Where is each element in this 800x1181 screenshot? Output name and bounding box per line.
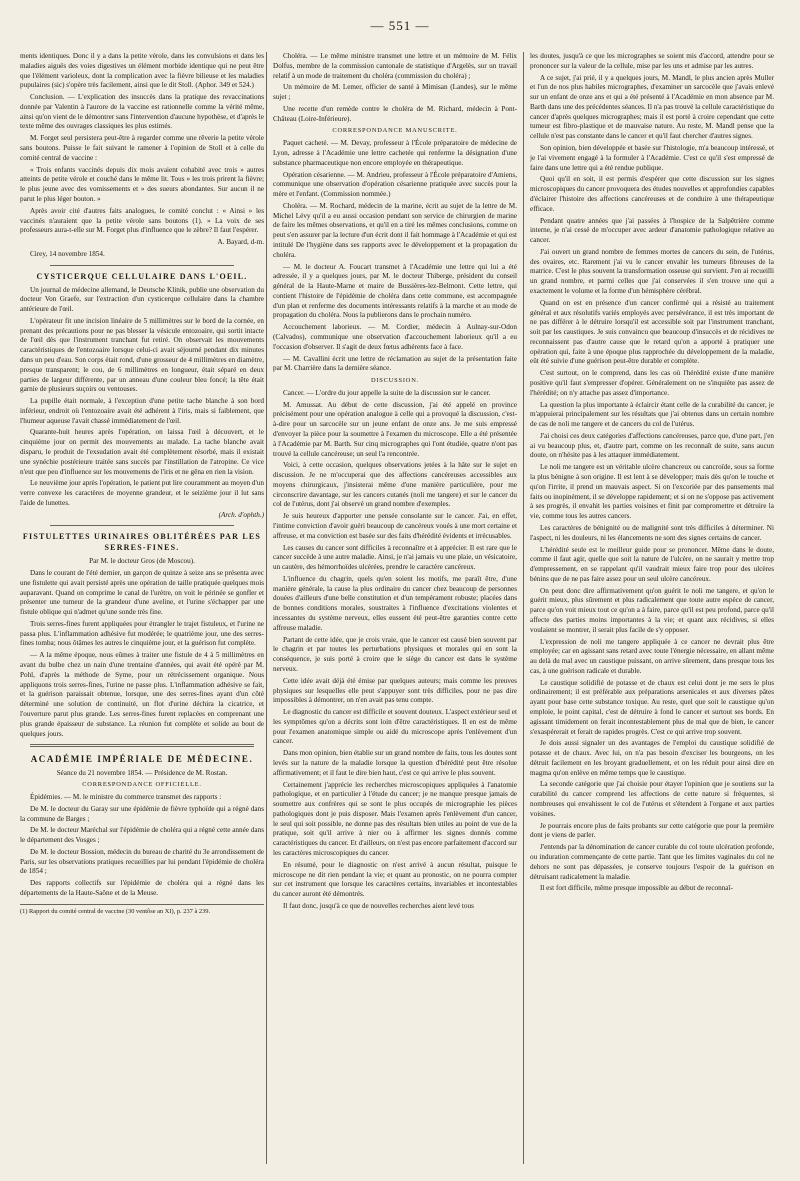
column-1 (20, 52, 264, 1170)
paragraph: Conclusion. — L'explication des insuccès dans la pratique des revaccinations donnée par Valentin à l'aurore de la vaccine est rationnelle comme la vérité même, ainsi qu'on vient de le démontrer sans l'intervention d'aucune hypothèse, et d'après le texte même des ouvrages classiques les plus estimés. (20, 93, 264, 131)
paragraph: La pupille était normale, à l'exception d'une petite tache blanche à son bord inférieur, endroit où l'entozoaire avait été adhérent à l'iris, mais si faiblement, que l'humeur aqueuse l'avait chassé immédiatement de l'œil. (20, 397, 264, 425)
paragraph: Partant de cette idée, que je crois vraie, que le cancer est causé bien souvent par le chagrin et par toutes les perturbations physiques et morales qui en sont la conséquence, je suis porté à croire que le siège du cancer est dans le système nerveux. (273, 635, 517, 673)
paragraph: M. Amussat. Au début de cette discussion, j'ai été appelé en province précisément pour une opération analogue à celle qui a provoqué la discussion, c'est-à-dire pour un sarcocèle sur un jeune enfant de onze ans. Je me suis empressé d'envoyer la pièce pour la soumettre à l'examen du microscope. Elle a été présentée à l'Académie par M. Barth. Sur cinq micrographes qui l'ont étudiée, quatre n'ont pas trouvé la cellule cancéreuse; un seul l'a rencontrée. (273, 400, 517, 458)
column-2 (273, 52, 517, 1170)
paragraph: les doutes, jusqu'à ce que les micrographes se soient mis d'accord, attendre pour se prononcer sur la valeur de la cellule, mise par les uns et admise par les autres. (530, 52, 774, 70)
section-divider (50, 525, 234, 526)
paragraph: Choléra. — M. Rochard, médecin de la marine, écrit au sujet de la lettre de M. Michel Lévy qu'il a eu aussi occasion pendant son service de chirurgien de marine de faire les mêmes observations, et qu'il en a tiré les mêmes conclusions, comme on peut s'en assurer par la lecture d'un écrit dont il fait hommage à l'Académie et qui est intitulé De l'hygiène dans ses rapports avec le développement et la propagation du choléra. (273, 201, 517, 259)
paragraph: Les caractères de bénignité ou de malignité sont très difficiles à déterminer. Ni l'aspect, ni les douleurs, ni les élancements ne sont des signes certains de cancer. (530, 523, 774, 542)
paragraph: C'est surtout, on le comprend, dans les cas où l'hérédité existe d'une manière positive qu'il faut s'empresser d'opérer. Généralement on ne s'inquiète pas assez de l'hérédité; on n'y attache pas assez d'importance. (530, 369, 774, 397)
source-citation (20, 511, 264, 521)
paragraph: Je suis heureux d'apporter une pensée consolante sur le cancer. J'ai, en effet, l'intime conviction d'avoir guéri beaucoup de cancéreux voués à une mort certaine et affreuse, et ma conviction est basée sur des faits d'hérédité évidents et irrécusables. (273, 512, 517, 540)
paragraph: A ce sujet, j'ai prié, il y a quelques jours, M. Mandl, le plus ancien après Muller et l'un de nos plus habiles micrographes, d'examiner un sarcocèle que j'avais enlevé sur un enfant de onze ans et qui a été présenté à l'Académie en mon absence par M. Barth dans une des précédentes séances. Il n'a pas trouvé la cellule caractéristique du cancer d'après quelques micrographes; mais il est porté à croire cependant que cette tumeur est fibro-plastique et de mauvaise nature. Au reste, M. Mandl pense que la cellule n'est pas constante dans le cancer et qu'il faut chercher d'autres signes. (530, 73, 774, 141)
paragraph: Une recette d'un remède contre le choléra de M. Richard, médecin à Pont-Château (Loire-Inférieure). (273, 104, 517, 123)
paragraph: M. Forget seul persistera peut-être à regarder comme une rêverie la petite vérole sans boutons. Puisse le fait suivant le ramener à l'opinion de Stoll et à celle du comité central de vaccine : (20, 134, 264, 162)
source-citation-text: (Arch. d'ophth.) (218, 510, 264, 519)
paragraph: Choléra. — Le même ministre transmet une lettre et un mémoire de M. Félix Dolfus, membre de la commission cantonale de statistique d'Argelès, sur un travail relatif à un mode de traitement du choléra (commission du choléra) ; (273, 52, 517, 80)
subsection-heading: CORRESPONDANCE MANUSCRITE. (332, 127, 458, 135)
paragraph: Quarante-huit heures après l'opération, on laissa l'œil à découvert, et le cinquième jour on permit des mouvements au malade. La tache blanche avait disparu, le produit de l'exsudation avait été complètement résorbé, mais il existait une synéchie postérieure traitée sans succès par l'instillation de l'atropine. Ce vice n'eut que peu d'influence sur les mouvements de l'iris et ne gêna en rien la vision. (20, 428, 264, 476)
paragraph: De M. le docteur du Garay sur une épidémie de fièvre typhoïde qui a régné dans la commune de Barges ; (20, 804, 264, 823)
paragraph: J'entends par la dénomination de cancer curable du col toute ulcération profonde, ou induration commençante de cette partie. Tant que les limites vaginales du col ne dehors ne sont pas dépassées, je conserve toujours l'espoir de la guérison en détruisant radicalement la maladie. (530, 843, 774, 881)
paragraph: Un mémoire de M. Lemer, officier de santé à Mimisan (Landes), sur le même sujet ; (273, 83, 517, 102)
paragraph: Épidémies. — M. le ministre du commerce transmet des rapports : (30, 793, 222, 801)
paragraph: Quoi qu'il en soit, il est permis d'espérer que cette discussion sur les signes microscopiques du cancer provoquera des études nouvelles et approfondies capables d'éclairer l'histoire des affections cancéreuses et de conduire à une thérapeutique efficace. (530, 175, 774, 213)
paragraph: Après avoir cité d'autres faits analogues, le comité conclut : « Ainsi » les vaccinés n'auraient que la petite vérole sans boutons (1). » La voix de ses professeurs aura-t-elle sur M. Forget plus d'influence que le zèbre? Il faut l'espérer. (20, 206, 264, 235)
section-title: ACADÉMIE IMPÉRIALE DE MÉDECINE. (30, 754, 254, 765)
column-rule (523, 52, 524, 1164)
paragraph: Cancer. — L'ordre du jour appelle la suite de la discussion sur le cancer. (283, 388, 491, 397)
paragraph: Voici, à cette occasion, quelques observations jetées à la hâte sur le sujet en discussion. Je ne m'occuperai que des affections cancéreuses accessibles aux moyens chirurgicaux, j'insisterai même d'une manière particulière, pour me circonscrire davantage, sur les cancers cutanés (noli me tangere) et sur le cancer du col de l'utérus, dont j'ai observé un grand nombre d'exemples. (273, 461, 517, 509)
paragraph: Le noli me tangere est un véritable ulcère chancreux ou cancroïde, sous sa forme la plus bénigne à son origine. Il est lent à se développer; mais dès qu'on le touche et qu'on l'irrite, il prend un mauvais aspect. Si on l'excoriée par des pansements mal faits ou inopinément, il se développe rapidement; et si on ne s'oppose pas activement à ses progrès, il envahit les parties voisines et finit par compromettre et détruire la vie, comme tous les autres cancers. (530, 463, 774, 521)
column-rule (266, 52, 267, 1164)
page-number: — 551 — (370, 18, 430, 33)
paragraph: La seconde catégorie que j'ai choisie pour étayer l'opinion que je soutiens sur la curabilité du cancer comprend les affections de cette nature si fréquentes, si nombreuses qui envahissent le col de l'utérus et s'étendent à l'organe et aux parties voisines. (530, 780, 774, 818)
paragraph: Quand on est en présence d'un cancer confirmé qui a résisté au traitement général et aux résolutifs variés employés avec persévérance, il est très important de ne pas différer à le détruire lorsqu'il est accessible soit par l'instrument tranchant, soit par les caustiques. Je suis convaincu que beaucoup d'insuccès et de récidives ne reconnaissent pas d'autre cause que le retard qu'on a apporté à pratiquer une opération qui, faite à une époque plus rapprochée du développement de la maladie, eût été suivie d'une guérison peut-être durable et complète. (530, 298, 774, 366)
paragraph: — M. Cavallini écrit une lettre de réclamation au sujet de la présentation faite par M. Charrière dans la dernière séance. (273, 354, 517, 373)
subsection-heading: DISCUSSION. (370, 377, 420, 385)
paragraph: De M. le docteur Maréchal sur l'épidémie de choléra qui a régné cette année dans le département des Vosges ; (20, 826, 264, 845)
paragraph: ments identiques. Donc il y a dans la petite vérole, dans les convulsions et dans les maladies aiguës des voies digestives un élément morbide identique qui ne peut être que l'élément varioleux, dont la complication avec la fièvre bilieuse et les maladies pupulaires (sic) s'opère très facilement, ainsi que le dit Stoll. (Aphor. 349 et 524.) (20, 52, 264, 90)
paragraph: J'ai ouvert un grand nombre de femmes mortes de cancers du sein, de l'utérus, des ovaires, etc. Rarement j'ai vu le cancer envahir les tumeurs fibreuses de la matrice. C'est le plus souvent la transformation osseuse qui survient. J'en ai recueilli un grand nombre, et parmi celles que j'ai conservées il s'en trouve une qui a exactement le volume et la forme d'un hémisphère cérébral. (530, 247, 774, 295)
paragraph: L'influence du chagrin, quels qu'en soient les motifs, me paraît être, d'une manière générale, la cause la plus ordinaire du cancer chez beaucoup de personnes douées d'ailleurs d'une belle constitution et d'un tempérament robuste; placées dans de bonnes conditions morales, soustraites à l'influence d'excitations violentes et incessantes du système nerveux, elles eussent été peut-être garanties contre cette affreuse maladie. (273, 574, 517, 632)
subsection-heading: CORRESPONDANCE OFFICIELLE. (82, 781, 202, 789)
paragraph: L'expression de noli me tangere appliquée à ce cancer ne devrait plus être employée; car en agissant sans retard avec toute l'énergie nécessaire, en allant même au delà du mal avec un caustique puissant, on arrive sûrement, dans presque tous les cas, à une guérison radicale et durable. (530, 637, 774, 675)
paragraph: On peut donc dire affirmativement qu'on guérit le noli me tangere, et qu'on le guérit mieux, plus sûrement et plus radicalement que toute autre espèce de cancer, parce qu'on voit mieux tout ce qu'on a à faire, parce qu'il est peu profond, parce qu'il affecte des parties moins importantes à la vie; et quant aux récidives, si elles voulaient se montrer, il serait plus facile de s'y opposer. (530, 586, 774, 634)
paragraph: — M. le docteur A. Foucart transmet à l'Académie une lettre qui lui a été adressée, il y a quelques jours, par M. le docteur Thiberge, président du conseil général de la Haute-Marne et maire de Bussières-lez-Belmont. Cette lettre, qui contient l'histoire de l'épidémie de choléra dans cette commune, est accompagnée d'un plan et renferme des documents intéressants relatifs à la marche et au mode de propagation du choléra. Nous la publierons dans le prochain numéro. (273, 262, 517, 320)
session-line: Séance du 21 novembre 1854. — Présidence de M. Rostan. (56, 768, 228, 777)
article-author: Par M. le docteur Gros (de Moscou). (89, 557, 195, 566)
section-divider (50, 265, 234, 266)
paragraph: Dans le courant de l'été dernier, un garçon de quinze à seize ans se présenta avec une fistulette qui avait persisté après une opération de taille pratiquée quelques mois auparavant. Quand on comprime le canal de l'urètre, on voit le périnée se gonfler et présenter une tumeur de la grandeur d'une aveline, et l'urine s'échapper par une fistule oblique qui n'admet qu'une sonde très fine. (20, 569, 264, 617)
paragraph: Pendant quatre années que j'ai passées à l'hospice de la Salpêtrière comme interne, je n'ai cessé de m'occuper avec ardeur d'anatomie pathologique relative au cancer. (530, 216, 774, 245)
paragraph: J'ai choisi ces deux catégories d'affections cancéreuses, parce que, d'une part, j'en ai vu beaucoup plus, et, d'autre part, comme on les reconnaît de suite, sans aucun doute, on n'hésite pas à les attaquer immédiatement. (530, 431, 774, 460)
quotation: « Trois enfants vaccinés depuis dix mois avaient cohabité avec trois » autres atteints de petite vérole et couché dans le même lit. Tous » les trois prirent la fièvre; le plus jeune avec des vomissements et » des sueurs abondantes. Sur aucun il ne parut le plus léger bouton. » (20, 165, 264, 203)
paragraph: Les causes du cancer sont difficiles à reconnaître et à apprécier. Il est rare que le cancer succède à une autre maladie. Ainsi, je n'ai jamais vu une plaie, un vésicatoire, un cautère, des hémorrhoïdes ulcérées, prendre le caractère cancéreux. (273, 543, 517, 572)
paragraph: Le neuvième jour après l'opération, le patient put lire couramment au moyen d'un verre convexe les caractères de moyenne grandeur, et le seizième jour il lut sans l'aide de lunettes. (20, 479, 264, 507)
paragraph: Paquet cacheté. — M. Devay, professeur à l'École préparatoire de médecine de Lyon, adresse à l'Académie une lettre cachetée qui renferme la désignation d'une substance pharmaceutique non encore employée en thérapeutique. (273, 139, 517, 167)
paragraph: Un journal de médecine allemand, le Deutsche Klinik, publie une observation du docteur Von Graefe, sur l'extraction d'un cysticerque cellulaire dans la chambre antérieure de l'œil. (20, 285, 264, 314)
paragraph: De M. le docteur Bossion, médecin du bureau de charité du 3e arrondissement de Paris, sur les observations pratiques recueillies par lui pendant l'épidémie de choléra de 1854 ; (20, 847, 264, 876)
paragraph: Le caustique solidifié de potasse et de chaux est celui dont je me sers le plus ordinairement; il est préférable aux préparations arsenicales et aux diverses pâtes ayant pour base cette substance toxique. Au reste, quel que soit le caustique qu'on emploie, le point capital, c'est de détruire à fond le cancer et surtout ses bords. En agissant timidement on ferait incontestablement plus de mal que de bien, le cancer s'exaspérerait et ferait de rapides progrès. C'est ce qui arrive trop souvent. (530, 678, 774, 736)
paragraph: Certainement j'apprécie les recherches microscopiques appliquées à l'anatomie pathologique, et en particulier à l'étude du cancer; je ne manque presque jamais de soumettre aux confrères qui se sont le plus occupés de micrographie les pièces pathologiques dont je puis disposer. Mais l'examen après l'enlèvement d'un cancer, le seul qui soit possible, ne donne pas des résultats bien utiles au point de vue de la pratique, soit qu'il arrive à nier ou à affirmer les signes donnés comme caractéristiques du cancer. Et d'ailleurs, on n'est pas encore parfaitement d'accord sur les caractères microscopiques du cancer. (273, 780, 517, 857)
paragraph: Trois serres-fines furent appliquées pour étrangler le trajet fistuleux, et l'urine ne passa plus. L'inflammation adhésive fut modérée; le quatrième jour, une des serres-fines tomba; nous ôtâmes les autres le cinquième jour, et la guérison fut complète. (20, 619, 264, 648)
paragraph: La question la plus importante à éclaircir étant celle de la curabilité du cancer, je m'appuierai principalement sur les résultats que j'ai obtenus dans un certain nombre de cas de noli me tangere et de cancers du col de l'utérus. (530, 400, 774, 429)
section-divider (30, 744, 254, 747)
paragraph: Accouchement laborieux. — M. Cordier, médecin à Aulnay-sur-Odon (Calvados), communique une observation d'accouchement laborieux qu'il a eu l'occasion d'observer. Il s'agit de deux fœtus adhérents face à face. (273, 323, 517, 351)
paragraph: Cette idée avait déjà été émise par quelques auteurs; mais comme les preuves physiques sur lesquelles elle peut s'appuyer sont très difficiles, pour ne pas dire impossibles à démontrer, on n'en avait pas tenu compte. (273, 676, 517, 705)
paragraph: — A la même époque, nous eûmes à traiter une fistule de 4 à 5 millimètres en avant du bulbe chez un nain d'une trentaine d'années, qui avait été opéré par M. Pohl, d'après la méthode de Syme, pour un rétrécissement organique. Nous appliquons trois serres-fines, l'urine ne passe plus. L'inflammation adhésive se fait, et la guérison paraissait obtenue, lorsque, une des serres-fines ayant d'un côté déterminé une solution de continuité, un flot d'urine déchira la cicatrice, et l'ouverture parut plus grande. Les serres-fines furent replacées en comprenant une plus grande épaisseur de substance. La réunion fut complète et solide au bout de quelques jours. (20, 651, 264, 738)
article-signature: A. Bayard, d-m. (217, 238, 264, 247)
paragraph: Des rapports collectifs sur l'épidémie de choléra qui a régné dans les départements de la Haute-Saône et de la Meuse. (20, 879, 264, 898)
section-title: FISTULETTES URINAIRES OBLITÉRÉES PAR LES SERRES-FINES. (22, 532, 262, 553)
section-title: CYSTICERQUE CELLULAIRE DANS L'OEIL. (36, 271, 248, 281)
paragraph: Opération césarienne. — M. Andrieu, professeur à l'École préparatoire d'Amiens, communique une observation d'opération césarienne pratiquée avec succès pour la mère et l'enfant. (Commission nommée.) (273, 170, 517, 199)
paragraph: Son opinion, bien développée et basée sur l'histologie, m'a beaucoup intéressé, et je l'ai vivement engagé à la formuler à l'Académie. C'est ce qu'il s'est empressé de faire dans une lettre qui a été rendue publique. (530, 144, 774, 172)
paragraph: Il est fort difficile, même presque impossible au début de reconnaî- (540, 884, 733, 893)
column-3 (530, 52, 774, 1170)
paragraph: En résumé, pour le diagnostic on n'est arrivé à aucun résultat, puisque le microscope ne dit rien pendant la vie; et quant au pronostic, on ne pourra compter sur cet instrument que lorsque les caractères certains, invariables et incontestables du cancer auront été démontrés. (273, 860, 517, 899)
paragraph: Je dois aussi signaler un des avantages de l'emploi du caustique solidifié de potasse et de chaux. Avec lui, on n'a pas besoin d'exciser les bourgeons, on les détruit facilement en les broyant graduellement, et on les réduit pour ainsi dire en magma qu'on enlève en même temps que le caustique. (530, 739, 774, 777)
paragraph: Je pourrais encore plus de faits probants sur cette catégorie que pour la première dont je viens de parler. (530, 821, 774, 840)
paragraph: Il faut donc, jusqu'à ce que de nouvelles recherches aient levé tous (283, 901, 474, 910)
paragraph: Le diagnostic du cancer est difficile et souvent douteux. L'aspect extérieur seul et les symptômes qu'on a décrits sont loin d'être caractéristiques. Il en est de même pour l'examen anatomique simple ou aidé du microscope après l'enlèvement d'un cancer. (273, 708, 517, 746)
paragraph: Dans mon opinion, bien établie sur un grand nombre de faits, tous les doutes sont levés sur la nature de la maladie lorsque la question d'hérédité peut être résolue affirmativement; et il faut le dire bien haut, c'est ce qui arrive le plus souvent. (273, 749, 517, 777)
paragraph: L'hérédité seule est le meilleur guide pour se prononcer. Même dans le doute, comme il faut agir, quelle que soit la nature de l'ulcère, on ne saurait y mettre trop d'empressement, en se rappelant qu'il vaudrait mieux faire trop pour des ulcères bénins que de ne pas faire assez pour un seul ulcère cancéreux. (530, 545, 774, 583)
paragraph: L'opérateur fit une incision linéaire de 5 millimètres sur le bord de la cornée, en prenant des précautions pour ne pas blesser la vésicule entozoaire, qui sortit intacte de l'œil dès que l'instrument tranchant fut retiré. On observait les mouvements caractéristiques de l'entozoaire lorsque celui-ci avait séjourné pendant dix minutes dans un peu d'eau. Son corps était rond, d'une grosseur de 4 millimètres en diamètre, presque transparent; le cou, de 6 millimètres en longueur, était séparé en deux parties de largeur différente, par un anneau d'une couleur bleu foncé; la tête était garnie de plusieurs suçoirs ou ventouses. (20, 316, 264, 394)
dateline: Cirey, 14 novembre 1854. (30, 249, 105, 258)
footnote: (1) Rapport du comité central de vaccine (30 ventôse an XI), p. 237 à 239. (20, 904, 264, 917)
